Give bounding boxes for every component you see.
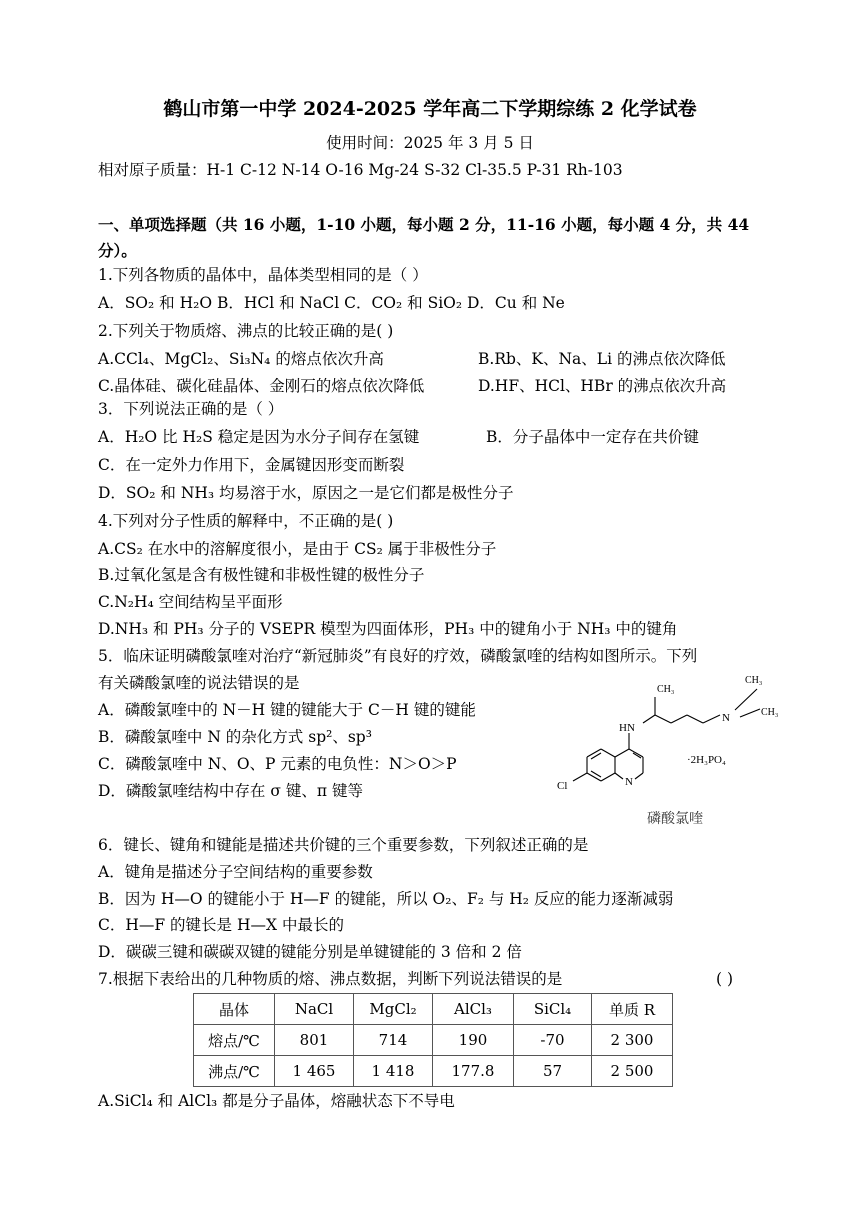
q4-option-c: C.N₂H₄ 空间结构呈平面形 xyxy=(98,593,283,611)
chloroquine-phosphate-structure xyxy=(545,665,795,835)
q5-stem-line2: 有关磷酸氯喹的说法错误的是 xyxy=(98,674,300,692)
usage-date: 使用时间：2025 年 3 月 5 日 xyxy=(326,134,534,152)
q5-option-b: B．磷酸氯喹中 N 的杂化方式 sp²、sp³ xyxy=(98,728,372,746)
q5-stem-line1: 5．临床证明磷酸氯喹对治疗“新冠肺炎”有良好的疗效，磷酸氯喹的结构如图所示。下列 xyxy=(98,647,698,665)
q6-option-c: C．H—F 的键长是 H—X 中最长的 xyxy=(98,916,344,934)
table-cell: NaCl xyxy=(275,994,354,1025)
ring-n-label: N xyxy=(625,776,633,788)
q4-option-d: D.NH₃ 和 PH₃ 分子的 VSEPR 模型为四面体形，PH₃ 中的键角小于 NH₃ 中的键角 xyxy=(98,620,678,638)
table-row xyxy=(194,1056,673,1087)
q3-stem: 3．下列说法正确的是（ ） xyxy=(98,400,284,418)
cl-label: Cl xyxy=(557,780,568,792)
table-cell: SiCl₄ xyxy=(514,994,592,1025)
table-cell: 1 418 xyxy=(354,1056,433,1087)
phosphoric-acid-label: ·2H₃PO₄ xyxy=(687,754,726,766)
table-row xyxy=(194,1025,673,1056)
table-cell: MgCl₂ xyxy=(354,994,433,1025)
atomic-mass-line: 相对原子质量：H-1 C-12 N-14 O-16 Mg-24 S-32 Cl-35.5 P-31 Rh-103 xyxy=(98,161,623,179)
table-cell: 190 xyxy=(433,1025,514,1056)
q3-option-c: C．在一定外力作用下，金属键因形变而断裂 xyxy=(98,456,405,474)
q5-option-d: D．磷酸氯喹结构中存在 σ 键、π 键等 xyxy=(98,782,363,800)
q3-option-d: D．SO₂ 和 NH₃ 均易溶于水，原因之一是它们都是极性分子 xyxy=(98,484,514,502)
q4-option-b: B.过氧化氢是含有极性键和非极性键的极性分子 xyxy=(98,566,425,584)
table-cell: 2 300 xyxy=(592,1025,673,1056)
section-heading-line1: 一、单项选择题（共 16 小题，1-10 小题，每小题 2 分，11-16 小题，每小题 4 分，共 44 xyxy=(98,215,750,234)
table-cell: 714 xyxy=(354,1025,433,1056)
q6-option-a: A．键角是描述分子空间结构的重要参数 xyxy=(98,863,373,881)
q5-option-c: C．磷酸氯喹中 N、O、P 元素的电负性：N＞O＞P xyxy=(98,755,457,773)
table-cell: 57 xyxy=(514,1056,592,1087)
q3-option-b: B．分子晶体中一定存在共价键 xyxy=(486,428,699,446)
q1-stem: 1.下列各物质的晶体中，晶体类型相同的是（ ） xyxy=(98,266,428,284)
table-cell: AlCl₃ xyxy=(433,994,514,1025)
q2-option-c: C.晶体硅、碳化硅晶体、金刚石的熔点依次降低 xyxy=(98,377,425,395)
page-title: 鹤山市第一中学 2024-2025 学年高二下学期综练 2 化学试卷 xyxy=(163,98,697,120)
table-cell: -70 xyxy=(514,1025,592,1056)
ch3-label-right: CH₃ xyxy=(761,707,779,718)
q1-options: A．SO₂ 和 H₂O B．HCl 和 NaCl C．CO₂ 和 SiO₂ D．Cu 和 Ne xyxy=(98,294,565,312)
table-cell: 801 xyxy=(275,1025,354,1056)
q2-option-d: D.HF、HCl、HBr 的沸点依次升高 xyxy=(478,377,727,395)
q7-answer-paren: ( ) xyxy=(716,970,734,988)
q2-option-a: A.CCl₄、MgCl₂、Si₃N₄ 的熔点依次升高 xyxy=(98,350,384,368)
table-cell: 熔点/℃ xyxy=(194,1025,275,1056)
q5-option-a: A．磷酸氯喹中的 N－H 键的键能大于 C－H 键的键能 xyxy=(98,701,476,719)
table-cell: 单质 R xyxy=(592,994,673,1025)
ch3-label-top-right: CH₃ xyxy=(745,675,763,686)
nh-label: HN xyxy=(619,722,635,734)
section-heading-line2: 分）。 xyxy=(98,241,137,260)
q4-stem: 4.下列对分子性质的解释中，不正确的是( ) xyxy=(98,512,394,530)
table-cell: 晶体 xyxy=(194,994,275,1025)
q6-option-b: B．因为 H—O 的键能小于 H—F 的键能，所以 O₂、F₂ 与 H₂ 反应的能力逐渐减弱 xyxy=(98,890,674,908)
q2-option-b: B.Rb、K、Na、Li 的沸点依次降低 xyxy=(478,350,726,368)
figure-caption: 磷酸氯喹 xyxy=(647,811,703,827)
q7-option-a: A.SiCl₄ 和 AlCl₃ 都是分子晶体，熔融状态下不导电 xyxy=(98,1092,455,1110)
amine-n-label: N xyxy=(722,712,730,724)
table-cell: 沸点/℃ xyxy=(194,1056,275,1087)
q2-stem: 2.下列关于物质熔、沸点的比较正确的是( ) xyxy=(98,322,394,340)
table-cell: 1 465 xyxy=(275,1056,354,1087)
ch3-label: CH₃ xyxy=(657,684,675,695)
q4-option-a: A.CS₂ 在水中的溶解度很小，是由于 CS₂ 属于非极性分子 xyxy=(98,540,497,558)
q6-stem: 6．键长、键角和键能是描述共价键的三个重要参数，下列叙述正确的是 xyxy=(98,836,589,854)
table-cell: 2 500 xyxy=(592,1056,673,1087)
table-header-row xyxy=(194,994,673,1025)
q3-option-a: A．H₂O 比 H₂S 稳定是因为水分子间存在氢键 xyxy=(98,428,420,446)
table-cell: 177.8 xyxy=(433,1056,514,1087)
q7-data-table xyxy=(193,993,673,1087)
q7-stem: 7.根据下表给出的几种物质的熔、沸点数据，判断下列说法错误的是 xyxy=(98,970,563,988)
q6-option-d: D．碳碳三键和碳碳双键的键能分别是单键键能的 3 倍和 2 倍 xyxy=(98,943,522,961)
